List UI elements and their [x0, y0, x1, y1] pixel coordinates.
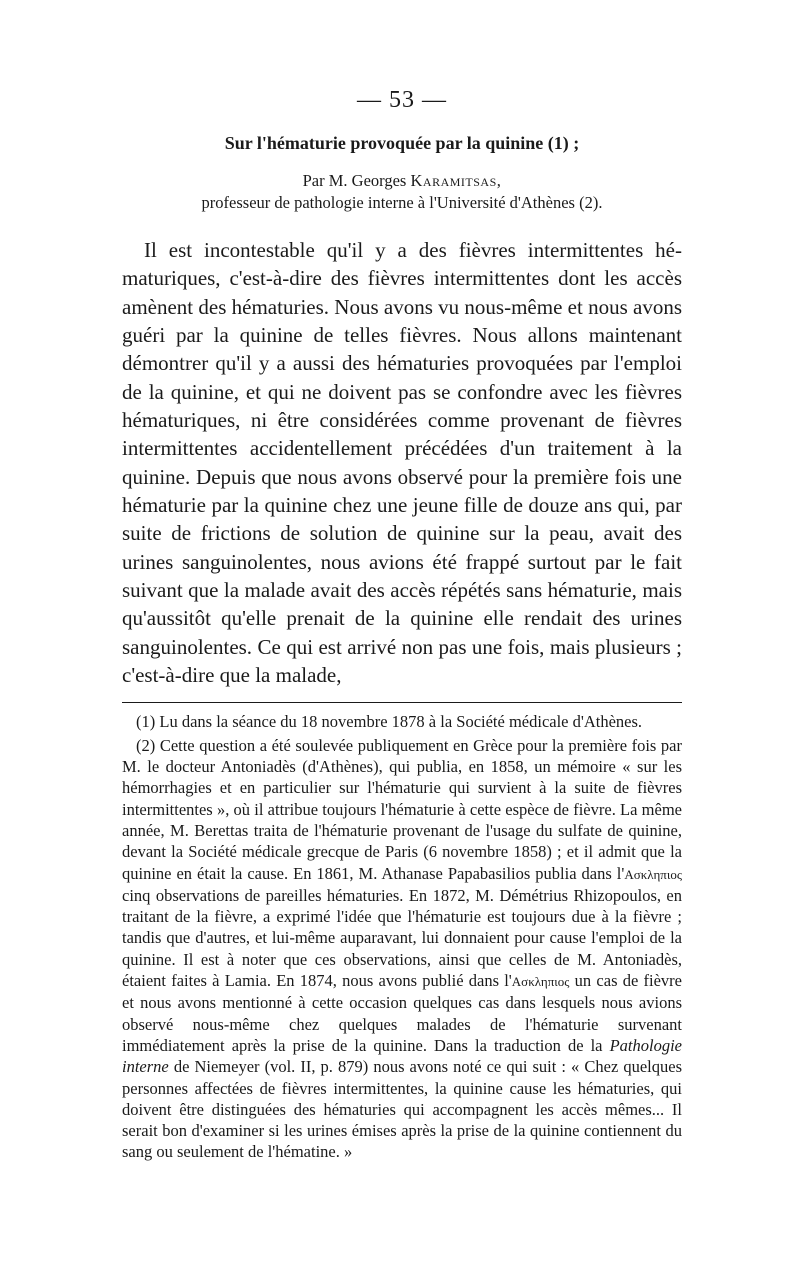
document-page	[122, 86, 682, 1166]
footnote-2-part-1: (2) Cette question a été soulevée publiquement en Grèce pour la première fois par M. le docteur Antoniadès (d'Athènes), qui publia, en 1858, un mémoire « sur les hémorrhagies et en particulier sur l'hématurie qui survient à la suite de fièvres intermittentes », où il attribue toujours l'hématurie à cette espèce de fièvre. La même année, M. Berettas traita de l'hématurie provenant de l'usage du sulfate de quinine, devant la Société médicale grecque de Paris (6 novembre 1858) ; et il admit que la quinine en était la cause. En 1861, M. Athanase Papabasilios publia dans l'	[122, 735, 682, 883]
footnote-2-part-4: de Niemeyer (vol. II, p. 879) nous avons noté ce qui suit : « Chez quelques personnes affectées de fièvres intermittentes, la quinine cause les hématuries, qui doivent être distinguées des hématuries qui accompagnent les accès mêmes... Il serait bon d'examiner si les urines émises après la prise de la quinine contiennent du sang ou seulement de l'hématine. »	[122, 1057, 682, 1162]
footnote-2-greek-journal-2: Ασκληπιος	[511, 974, 570, 990]
footnote-2	[122, 735, 682, 1163]
page-number: — 53 —	[357, 87, 447, 113]
author-line	[122, 170, 682, 192]
footnote-2-part-3: un cas de fièvre et nous avons mentionné à cette occasion quelques cas dans lesquels nous avions observé nous-même chez quelques malades de l'hématurie survenant immédiatement après la prise de la quinine. Dans la traduction de la	[122, 971, 682, 1055]
footnote-2-part-2: cinq observations de pareilles hématuries. En 1872, M. Démétrius Rhizopoulos, en traitant de la fièvre, a exprimé l'idée que l'hématurie est toujours due à la fièvre ; tandis que d'autres, et lui-même auparavant, lui donnaient pour cause l'emploi de la quinine. Il est à noter que ces observations, ainsi que celles de M. Antoniadès, étaient faites à Lamia. En 1874, nous avons publié dans l'	[122, 885, 682, 991]
footnote-divider	[122, 702, 682, 703]
article-title: Sur l'hématurie provoquée par la quinine (1) ;	[224, 133, 580, 153]
footnote-1: (1) Lu dans la séance du 18 novembre 1878 à la Société médicale d'Athènes.	[136, 711, 643, 731]
author-surname: Karamitsas,	[410, 171, 502, 190]
footnote-2-book-title: Pathologie interne	[122, 1035, 682, 1077]
author-affiliation: professeur de pathologie interne à l'Université d'Athènes (2).	[201, 193, 603, 212]
body-paragraph: Il est incontestable qu'il y a des fièvres intermittentes hématuriques, c'est-à-dire des fièvres intermittentes dont les accès amènent des hématuries. Nous avons vu nous-même et nous avons guéri par la quinine de telles fièvres. Nous allons maintenant démontrer qu'il y a aussi des hématuries provoquées par l'emploi de la quinine, et qui ne doivent pas se confondre avec les fièvres hématuriques, ni être considérées comme provenant de fièvres intermittentes accidentellement précédées d'un traitement à la quinine. Depuis que nous avons observé pour la première fois une hématurie par la quinine chez une jeune fille de douze ans qui, par suite de frictions de solution de quinine sur la peau, avait des urines sanguinolentes, nous avions été frappé surtout par le fait suivant que la malade avait des accès répétés sans hématurie, mais qu'aussitôt qu'elle prenait de la quinine elle rendait des urines sanguinolentes. Ce qui est arrivé non pas une fois, mais plusieurs ; c'est-à-dire que la malade,	[122, 238, 682, 688]
footnote-2-greek-journal-1: Ασκληπιος	[624, 866, 682, 882]
author-prefix: Par M. Georges	[302, 171, 411, 190]
